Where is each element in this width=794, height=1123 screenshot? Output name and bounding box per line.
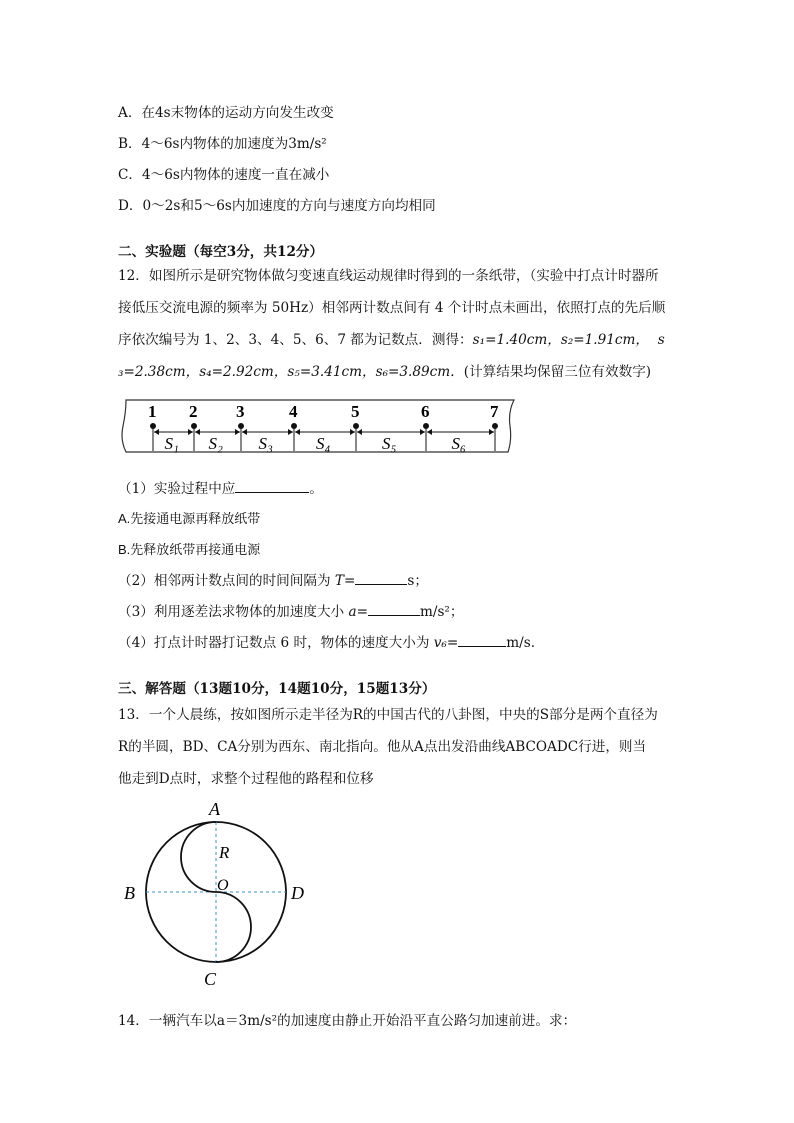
q12-option-b: B.先释放纸带再接通电源: [118, 542, 261, 557]
answer-blank-1[interactable]: [235, 478, 309, 493]
segment-label: S₅: [382, 434, 397, 453]
segment-label: S₁: [164, 434, 179, 453]
segment-label: S₂: [208, 434, 223, 453]
option-a: A．在4s末物体的运动方向发生改变: [118, 105, 334, 121]
segment-arrowhead: [427, 429, 432, 435]
q12-option-a: A.先接通电源再释放纸带: [118, 511, 261, 526]
segment-arrowhead: [195, 429, 200, 435]
answer-blank-4[interactable]: [458, 632, 506, 647]
segment-arrowhead: [242, 429, 247, 435]
section-3-heading: 三、解答题（13题10分，14题10分，15题13分）: [118, 681, 436, 697]
q12-line-4: ₃=2.38cm，s₄=2.92cm，s₅=3.41cm，s₆=3.89cm．(计算结果均保留三位有效数字): [118, 364, 652, 380]
paper-tape-figure: [118, 396, 518, 458]
label-r: R: [219, 843, 230, 862]
q12-part-4: （4）打点计时器打记数点 6 时，物体的速度大小为 v₆= m/s.: [118, 632, 535, 653]
label-c: C: [204, 969, 217, 989]
tape-point-label: 2: [189, 402, 198, 421]
label-a: A: [209, 799, 220, 819]
option-b: B．4～6s内物体的加速度为3m/s²: [118, 136, 327, 152]
segment-arrowhead: [420, 429, 425, 435]
segment-label: S₄: [316, 434, 331, 453]
segment-arrowhead: [350, 429, 355, 435]
option-c: C．4～6s内物体的速度一直在减小: [118, 167, 330, 183]
q12-line-2: 接低压交流电源的频率为 50Hz）相邻两计数点间有 4 个计时点未画出，依照打点的先后顺: [118, 300, 666, 316]
segment-label: S₃: [258, 434, 273, 453]
q12-part-1: （1）实验过程中应 。: [118, 478, 323, 499]
tape-point-label: 6: [421, 402, 430, 421]
tape-point-label: 5: [351, 402, 360, 421]
q14-line-1: 14．一辆汽车以a＝3m/s²的加速度由静止开始沿平直公路匀加速前进。求：: [118, 1013, 577, 1029]
section-2-heading: 二、实验题（每空3分，共12分）: [118, 244, 324, 260]
q12-line-1: 12．如图所示是研究物体做匀变速直线运动规律时得到的一条纸带，（实验中打点计时器所: [118, 268, 659, 284]
label-b: B: [124, 883, 135, 903]
segment-arrowhead: [295, 429, 300, 435]
label-o: O: [217, 877, 229, 894]
q12-part-3: （3）利用逐差法求物体的加速度大小 a= m/s²；: [118, 601, 463, 622]
answer-blank-3[interactable]: [368, 601, 420, 616]
segment-label: S₆: [451, 434, 466, 453]
tape-point-label: 1: [148, 402, 157, 421]
tape-point-label: 4: [289, 402, 298, 421]
q12-part-2: （2）相邻两计数点间的时间间隔为 T= s；: [118, 570, 428, 591]
q13-line-2: R的半圆，BD、CA分别为西东、南北指向。他从A点出发沿曲线ABCOADC行进，则当: [118, 739, 647, 755]
segment-arrowhead: [235, 429, 240, 435]
segment-arrowhead: [357, 429, 362, 435]
q13-line-1: 13．一个人晨练，按如图所示走半径为R的中国古代的八卦图，中央的S部分是两个直径为: [118, 707, 658, 723]
bagua-figure: [118, 796, 318, 992]
answer-blank-2[interactable]: [355, 570, 407, 585]
option-d: D．0～2s和5～6s内加速度的方向与速度方向均相同: [118, 198, 436, 214]
label-d: D: [291, 883, 304, 903]
tape-point-label: 3: [236, 402, 245, 421]
tape-point-label: 7: [490, 402, 499, 421]
q13-line-3: 他走到D点时，求整个过程他的路程和位移: [118, 771, 374, 787]
segment-arrowhead: [489, 429, 494, 435]
segment-arrowhead: [188, 429, 193, 435]
q12-line-3: 序依次编号为 1、2、3、4、5、6、7 都为记数点．测得：s₁=1.40cm，s₂=1.91cm， s: [118, 332, 665, 348]
segment-arrowhead: [154, 429, 159, 435]
segment-arrowhead: [288, 429, 293, 435]
